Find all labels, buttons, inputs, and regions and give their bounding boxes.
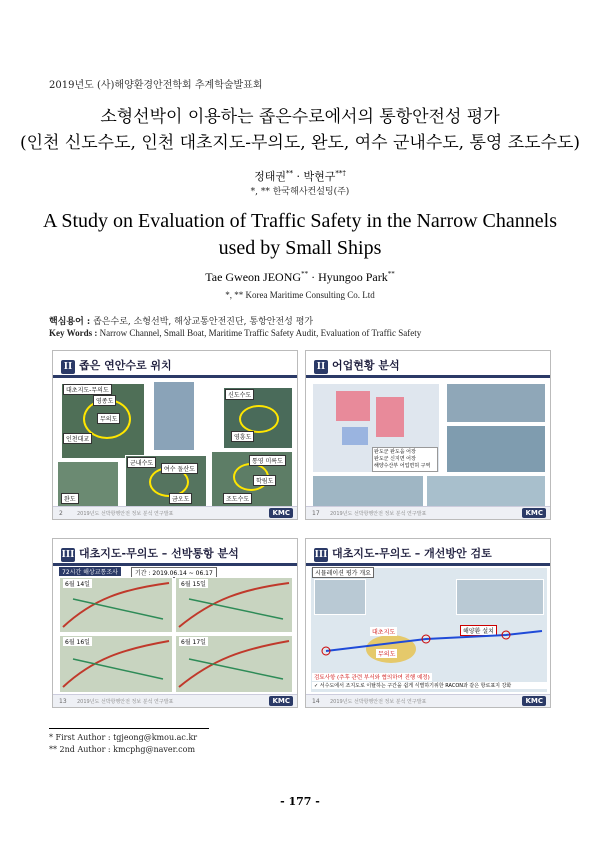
slide-location-title: [61, 357, 172, 374]
slide-improvement-roman: III: [314, 550, 328, 560]
label-geumo: 금오도: [169, 493, 192, 504]
keywords-en-text: Narrow Channel, Small Boat, Maritime Traffic Safety Audit, Evaluation of Traffic Safety: [99, 328, 422, 338]
kmc-logo: KMC: [269, 696, 293, 706]
slide-improvement: [305, 538, 551, 708]
page-number: - 177 -: [280, 795, 320, 808]
english-authors: [0, 270, 600, 285]
slide-location-title-text: 좁은 연안수로 위치: [79, 359, 172, 372]
traffic-day4-label: 6월 17일: [181, 639, 206, 646]
slide-location-bar: [53, 375, 297, 378]
author2-mark-en: **: [387, 270, 395, 278]
slide-fishery-footer: [306, 506, 550, 519]
label-sindo: 신도수도: [225, 389, 254, 400]
label-hakrim: 학림도: [253, 475, 276, 486]
slide-location: [52, 350, 298, 520]
author1-mark-en: **: [301, 270, 309, 278]
traffic-day2-label: 6월 15일: [181, 581, 206, 588]
footnote-first-author: [49, 733, 197, 742]
fishery-area-2: [376, 397, 404, 437]
slide-improvement-footer: [306, 694, 550, 707]
slide-fishery-roman: II: [314, 360, 328, 374]
slide-location-number: 2: [59, 510, 63, 517]
korean-affiliation: *, ** 한국해사컨설팅(주): [250, 187, 350, 197]
fishery-area-1: [336, 391, 370, 421]
footnote-divider: [49, 728, 209, 729]
slide-improvement-caption: 2019년도 선박항행안전 정보 분석 연구발표: [330, 699, 427, 705]
slide-traffic-caption: 2019년도 선박항행안전 정보 분석 연구발표: [77, 699, 174, 705]
photo-sea-farms: [446, 425, 546, 473]
keywords-ko: [49, 314, 313, 327]
slide-improvement-number: 14: [312, 698, 320, 705]
slide-fishery-number: 17: [312, 510, 320, 517]
photo-coast-1: [312, 475, 424, 507]
slide-fishery-title-text: 어업현황 분석: [332, 359, 400, 372]
korean-title: [0, 104, 600, 156]
author1-mark-ko: **: [286, 169, 293, 178]
fishery-legend: [372, 447, 438, 472]
fishery-legend-item-1: 완도군 완도읍 어장: [374, 449, 416, 455]
korean-title-line2: (인천 신도수도, 인천 대초지도-무의도, 완도, 여수 군내수도, 통영 조도수도): [19, 133, 581, 153]
slide-traffic-roman: III: [61, 550, 75, 560]
footnote-marker-2: **: [49, 745, 57, 754]
improvement-note: ✓ 서수도에서 조지도로 이탈하는 구간을 쉽게 식별하기위한 RACON과 같은 항로표지 강화: [312, 682, 548, 689]
label-wando: 완도: [61, 493, 79, 504]
slide-traffic-footer: [53, 694, 297, 707]
map-korea: [153, 381, 195, 451]
slide-location-roman: II: [61, 360, 75, 374]
footnote-marker-1: *: [49, 733, 53, 742]
label-yeongjong: 영종도: [93, 395, 116, 406]
review-note: 검토사항 (추후 관련 부서와 협의하여 진행 예정): [314, 675, 430, 681]
fishery-legend-item-2: 완도군 신지면 어장: [374, 456, 416, 462]
label-daechoji-chart: 대초지도: [372, 629, 396, 636]
conference-header: 2019년도 (사)해양환경안전학회 추계학술발표회: [49, 80, 263, 91]
traffic-subtitle: 72시간 해상교통조사: [59, 567, 121, 576]
english-affiliation: *, ** Korea Maritime Consulting Co. Ltd: [225, 290, 375, 300]
label-buoy-install: 해양환 설치: [460, 625, 497, 636]
slide-location-caption: 2019년도 선박항행안전 정보 분석 연구발표: [77, 511, 174, 517]
label-dolsan: 여수 돌산도: [161, 463, 198, 474]
author2-name-en: Hyungoo Park: [318, 270, 388, 284]
footnote-text-1: First Author : tgjeong@kmou.ac.kr: [55, 733, 198, 742]
footnote-text-2: 2nd Author : kmcphg@naver.com: [59, 745, 196, 754]
author2-name-ko: 박현구: [303, 170, 336, 183]
slide-fishery-caption: 2019년도 선박항행안전 정보 분석 연구발표: [330, 511, 427, 517]
slide-fishery-bar: [306, 375, 550, 378]
label-mireuk: 통영 미륵도: [249, 455, 286, 466]
slide-location-footer: [53, 506, 297, 519]
fishery-legend-item-3: 해양수산부 어업면허 구역: [374, 463, 431, 469]
photo-coast-2: [426, 475, 546, 507]
kmc-logo: KMC: [522, 696, 546, 706]
label-gunnae: 군내수도: [127, 457, 156, 468]
korean-title-line1: 소형선박이 이용하는 좁은수로에서의 통항안전성 평가: [100, 107, 500, 127]
label-daechoji: 대초지도-무의도: [63, 384, 112, 395]
simulation-subtitle: 시뮬레이션 평가 개요: [312, 567, 374, 578]
fishery-area-3: [342, 427, 368, 445]
author1-name-ko: 정태권: [254, 170, 286, 183]
keywords-ko-label: 핵심용어 :: [49, 317, 91, 327]
keywords-ko-text: 좁은수로, 소형선박, 해상교통안전진단, 통항안전성 평가: [93, 317, 314, 327]
traffic-day3-label: 6월 16일: [65, 639, 90, 646]
english-title: A Study on Evaluation of Traffic Safety in the Narrow Channels used by Small Ships: [42, 210, 557, 259]
label-muui-chart: 무의도: [378, 651, 396, 658]
footnote-second-author: [49, 745, 195, 754]
author2-mark-ko: **†: [335, 169, 346, 178]
slide-traffic-title-text: 대초지도-무의도 – 선박통항 분석: [79, 547, 239, 560]
korean-authors: [0, 168, 600, 184]
photo-buoys: [446, 383, 546, 423]
label-yeongheung: 영흥도: [231, 431, 254, 442]
slide-fishery: [305, 350, 551, 520]
ellipse-sindo: [239, 405, 279, 433]
author1-name-en: Tae Gweon JEONG: [205, 270, 302, 284]
slide-traffic-number: 13: [59, 698, 67, 705]
slide-traffic: [52, 538, 298, 708]
author-separator-en: ·: [308, 270, 319, 284]
traffic-period: 기간 : 2019.06.14 ~ 06.17: [131, 567, 217, 578]
label-muui: 무의도: [97, 413, 120, 424]
label-incheon-bridge: 인천대교: [63, 433, 92, 444]
author-separator-ko: ·: [293, 170, 304, 183]
slide-fishery-title: [314, 357, 400, 374]
label-jodo: 조도수도: [223, 493, 252, 504]
slide-improvement-title-text: 대초지도-무의도 – 개선방안 검토: [332, 547, 492, 560]
kmc-logo: KMC: [269, 508, 293, 518]
traffic-tracks: [53, 539, 297, 707]
traffic-day1-label: 6월 14일: [65, 581, 90, 588]
kmc-logo: KMC: [522, 508, 546, 518]
keywords-en: [49, 328, 421, 338]
keywords-en-label: Key Words :: [49, 328, 98, 338]
